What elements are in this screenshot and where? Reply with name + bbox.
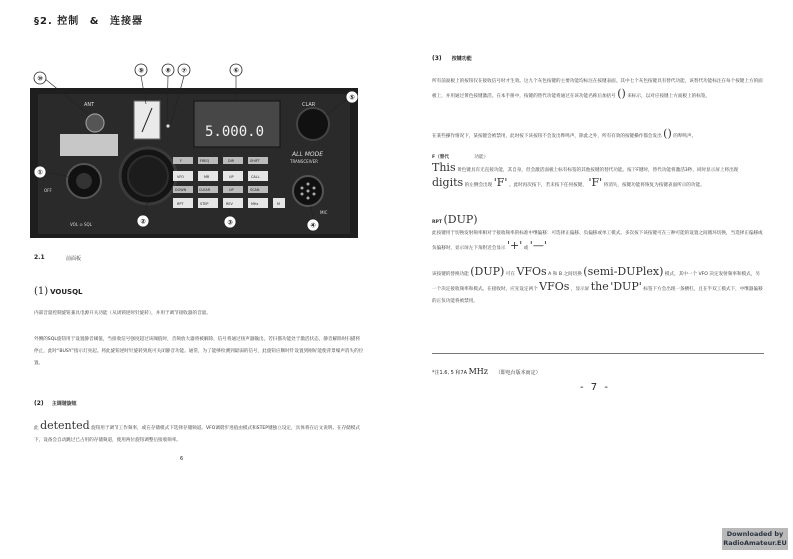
- front-panel-photo: [30, 60, 358, 240]
- key-dir: DIR: [228, 159, 234, 163]
- key-call: CALL: [251, 175, 260, 179]
- callout-6: ⑥: [233, 66, 239, 75]
- main-tuning-dial-grip: [128, 156, 168, 196]
- keys-text-1-tail: 来标示，以对应按键上方面板上的标签。: [627, 94, 710, 99]
- dup-text-vfos: VFOs: [516, 265, 547, 278]
- f-key-text-3: 。此时再次按下，若未按下任何按键，: [508, 183, 587, 188]
- keys-text-1: 所有前面板上的按钮仅在接收信号时才生效。这九个灰色按键的主要功能均标注在按键表面。其中七个灰色按键具有替代功能，该替代功能标注在每个按键上方的面板上，并用通过黄色按键激活。在本手册中，按键的替代功能将通过在该功能名称后加括号: [432, 79, 763, 99]
- rpt-key-minus: '—': [529, 239, 547, 252]
- heading-3-index: (3): [432, 55, 442, 62]
- page-number-right: - 7 -: [580, 382, 610, 393]
- callout-5: ⑤: [349, 93, 355, 102]
- callout-8: ⑧: [165, 66, 171, 75]
- ant-connector: [86, 114, 104, 132]
- heading-1-title: VOUSQL: [50, 288, 83, 296]
- dup-text-3: 模式，其中一个 VFO 决定发射频率和模式，另一个决定接收频率和模式。在接收时，应先设定两个: [432, 272, 760, 292]
- callout-9: ⑨: [138, 66, 144, 75]
- dial-text-prefix: 此: [34, 426, 39, 431]
- key-m: M: [277, 202, 280, 206]
- f-key-quote-1: 'F': [493, 176, 508, 189]
- keys-text-2: 在某些操作情况下，某按键会被禁用，此时按下该按钮不会发出哔鸣声，除此之外，所有有效的按键操作都会发出: [432, 134, 662, 139]
- key-shift: SHIFT: [250, 159, 260, 163]
- dup-text-the: the: [590, 280, 609, 293]
- ant-label: ANT: [84, 102, 95, 108]
- dup-text-dup: (DUP): [470, 265, 505, 278]
- callout-1: ①: [37, 168, 43, 177]
- vol-sql-label: VOL ⊙ SQL: [70, 222, 92, 227]
- figure-caption: 前面板: [66, 256, 82, 262]
- rpt-key-or: 或: [523, 246, 529, 251]
- heading-2-index: (2): [34, 400, 44, 407]
- dial-text-rest: 旋钮用于调节工作频率，或在存储模式下选择存储频道。VFO调谐步进值由模式和STEP键独立设定，具体将在后文说明。在存储模式下，设备会自动跳过已占用的存储频道，使用两位旋钮调整后接收频率。: [34, 426, 360, 443]
- heading-1: [34, 286, 82, 297]
- section-ampersand: &: [89, 16, 100, 27]
- badge-line-1: Downloaded by: [726, 530, 784, 538]
- key-step: STEP: [200, 202, 209, 206]
- f-key-text-1: 黄色键具有无直接功能，其自身，但会激活面板上标有标签的其他按键的替代功能。按下F键时，替代功能将激活3秒，同时显示屏上将出现: [457, 168, 739, 173]
- f-key-this: This: [432, 161, 456, 174]
- keys-paren-1: (): [617, 87, 626, 100]
- footnote-mhz: MHz: [468, 367, 488, 376]
- heading-2: [34, 400, 77, 407]
- f-key-label-2: 功能）: [474, 155, 489, 160]
- footnote-tail: （即电台版本而定）: [495, 370, 541, 376]
- dup-text-5: 标签下方会出现一条横杠，且在半双工模式下，中继器偏移的正负功能将被禁用。: [432, 287, 763, 304]
- key-vfo: VFO: [177, 175, 184, 179]
- rpt-key-text: 此按键用于切换发射频率相对于接收频率的标准中继偏移：可选择正偏移、负偏移或单工模式。多次按下该按键可在三种可能的设置之间循环切换，当选择正偏移或负偏移时，显示屏左下角附近会显示: [432, 231, 763, 251]
- dup-text-prefix: 该按键的替换功能: [432, 272, 469, 277]
- lcd-frequency: 5.000.0: [205, 124, 265, 140]
- all-mode-label: ALL MODE: [292, 151, 324, 158]
- section-word-controls: 控制: [57, 16, 80, 27]
- clar-label: CLAR: [302, 102, 316, 108]
- f-key-digits: digits: [432, 176, 464, 189]
- callout-7: ⑦: [181, 66, 187, 75]
- key-up2: UP: [229, 188, 234, 192]
- rpt-key-heading: [432, 214, 764, 229]
- key-clear: CLEAR: [199, 188, 211, 192]
- paragraph-dial: [34, 420, 364, 447]
- transceiver-label: TRANSCEIVER: [290, 159, 318, 164]
- footnote-divider: [432, 353, 764, 354]
- callout-2: ②: [140, 217, 146, 226]
- paragraph-keys-1: [432, 76, 764, 103]
- paragraph-f-key: [432, 162, 764, 192]
- keys-text-2-tail: 的哔鸣声。: [673, 134, 697, 139]
- rpt-key-plus: '+': [506, 239, 523, 252]
- callout-10: ⑩: [37, 74, 43, 83]
- key-up: UP: [229, 175, 234, 179]
- clar-knob: [297, 108, 329, 140]
- key-mr: MR: [204, 175, 210, 179]
- key-rev: REV: [226, 202, 233, 206]
- footnote: [432, 367, 541, 376]
- section-title: [34, 12, 143, 27]
- figure-number: 2.1: [34, 254, 45, 261]
- paragraph-vol-sql-2: 外侧的SQL旋钮用于设置静音阈值，当接收信号强度超过该阈值时，音频放大器将被解除，信号将通过扬声器输出。若扫描功能处于激活状态，静音解除时扫描将停止，此时“BUSY”指示灯亮起。将此旋钮逆时针旋转到底可关闭静音功能。通常，为了能够检测到最弱的信号，此旋钮应顺时针设置到刚好能使背景噪声消失的位置。: [34, 337, 364, 366]
- rpt-key-dup: (DUP): [443, 213, 478, 226]
- key-rpt: RPT: [177, 202, 184, 206]
- download-badge: [722, 528, 788, 550]
- label-sticker: [60, 134, 118, 156]
- key-freq: FREQ: [200, 159, 210, 163]
- f-key-label: F（替代: [432, 155, 449, 160]
- paragraph-dup: [432, 266, 764, 308]
- rpt-key-label: RPT: [432, 220, 443, 225]
- vol-sql-inner: [76, 173, 92, 189]
- f-key-quote-2: 'F': [588, 176, 603, 189]
- heading-3-title: 按键功能: [451, 56, 472, 62]
- heading-2-title: 主调谐旋钮: [51, 401, 77, 407]
- section-word-connectors: 连接器: [109, 16, 143, 27]
- heading-1-index: (1): [34, 286, 49, 297]
- keys-paren-2: (): [663, 127, 672, 140]
- mic-label: MIC: [320, 210, 328, 215]
- key-scan: SCAN: [250, 188, 260, 192]
- key-f: F: [180, 159, 182, 163]
- callout-4: ④: [310, 221, 316, 230]
- off-label: OFF: [44, 188, 52, 193]
- dup-text-quote: 'DUP': [610, 280, 642, 293]
- callout-3: ③: [227, 218, 233, 227]
- dup-text-vfos-2: VFOs: [539, 280, 570, 293]
- dup-text-2: A 和 B 之间切换: [548, 272, 582, 277]
- dial-text-detented: detented: [40, 419, 90, 432]
- footnote-prefix: *注1.6, 5 和7A: [432, 370, 468, 376]
- badge-line-2: RadioAmateur.EU: [723, 539, 787, 547]
- f-key-text-4: 将消失，按键功能将恢复为按键表面所示的功能。: [603, 183, 705, 188]
- indicator-led: [166, 124, 169, 127]
- section-number: §2.: [34, 16, 53, 27]
- dup-text-4: ，显示屏: [570, 287, 590, 292]
- dup-text-mid: 可在: [505, 272, 515, 277]
- paragraph-keys-2: [432, 128, 764, 143]
- paragraph-vol-sql-1: 内部音量控制旋钮兼具电源开关功能（从闭锁逆时针旋转），并用于调节接收器的音量。: [34, 311, 211, 316]
- key-down: DOWN: [175, 188, 187, 192]
- dup-text-semi: (semi-DUPlex): [583, 265, 664, 278]
- page-number-left: 6: [180, 456, 190, 462]
- key-mhz: MHz: [251, 202, 259, 206]
- heading-3: [432, 55, 472, 62]
- paragraph-rpt-key: [432, 228, 764, 255]
- f-key-text-2: 的左侧会出现: [464, 183, 493, 188]
